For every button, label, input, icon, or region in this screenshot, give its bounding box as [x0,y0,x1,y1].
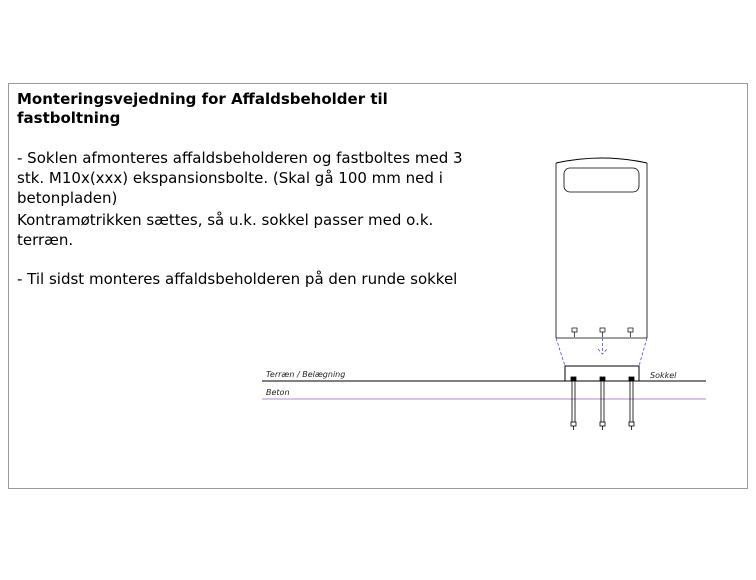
instruction-step-1: - Soklen afmonteres affaldsbeholderen og fastboltes med 3 stk. M10x(xxx) ekspansionsbolte. (Skal gå 100 mm ned i betonpladen) [17,149,463,207]
title-part-1: Monteringsvejedning for [17,90,226,108]
waste-container-drawing [556,158,647,338]
instruction-step-3: - Til sidst monteres affaldsbeholderen på den runde sokkel [17,270,458,288]
expansion-bolts [571,377,634,430]
assembly-guide-lines [556,338,647,366]
expansion-bolt-middle [600,377,605,430]
expansion-bolt-right [629,377,634,430]
concrete-label: Beton [266,388,290,397]
title-part-2: Affaldsbeholder til [231,90,388,108]
title-part-3: fastboltning [17,109,121,127]
terrain-label: Terræn / Belægning [266,370,346,379]
instruction-step-2: Kontramøtrikken sættes, så u.k. sokkel passer med o.k. terræn. [17,211,434,249]
expansion-bolt-left [571,377,576,430]
base-label: Sokkel [650,371,677,380]
